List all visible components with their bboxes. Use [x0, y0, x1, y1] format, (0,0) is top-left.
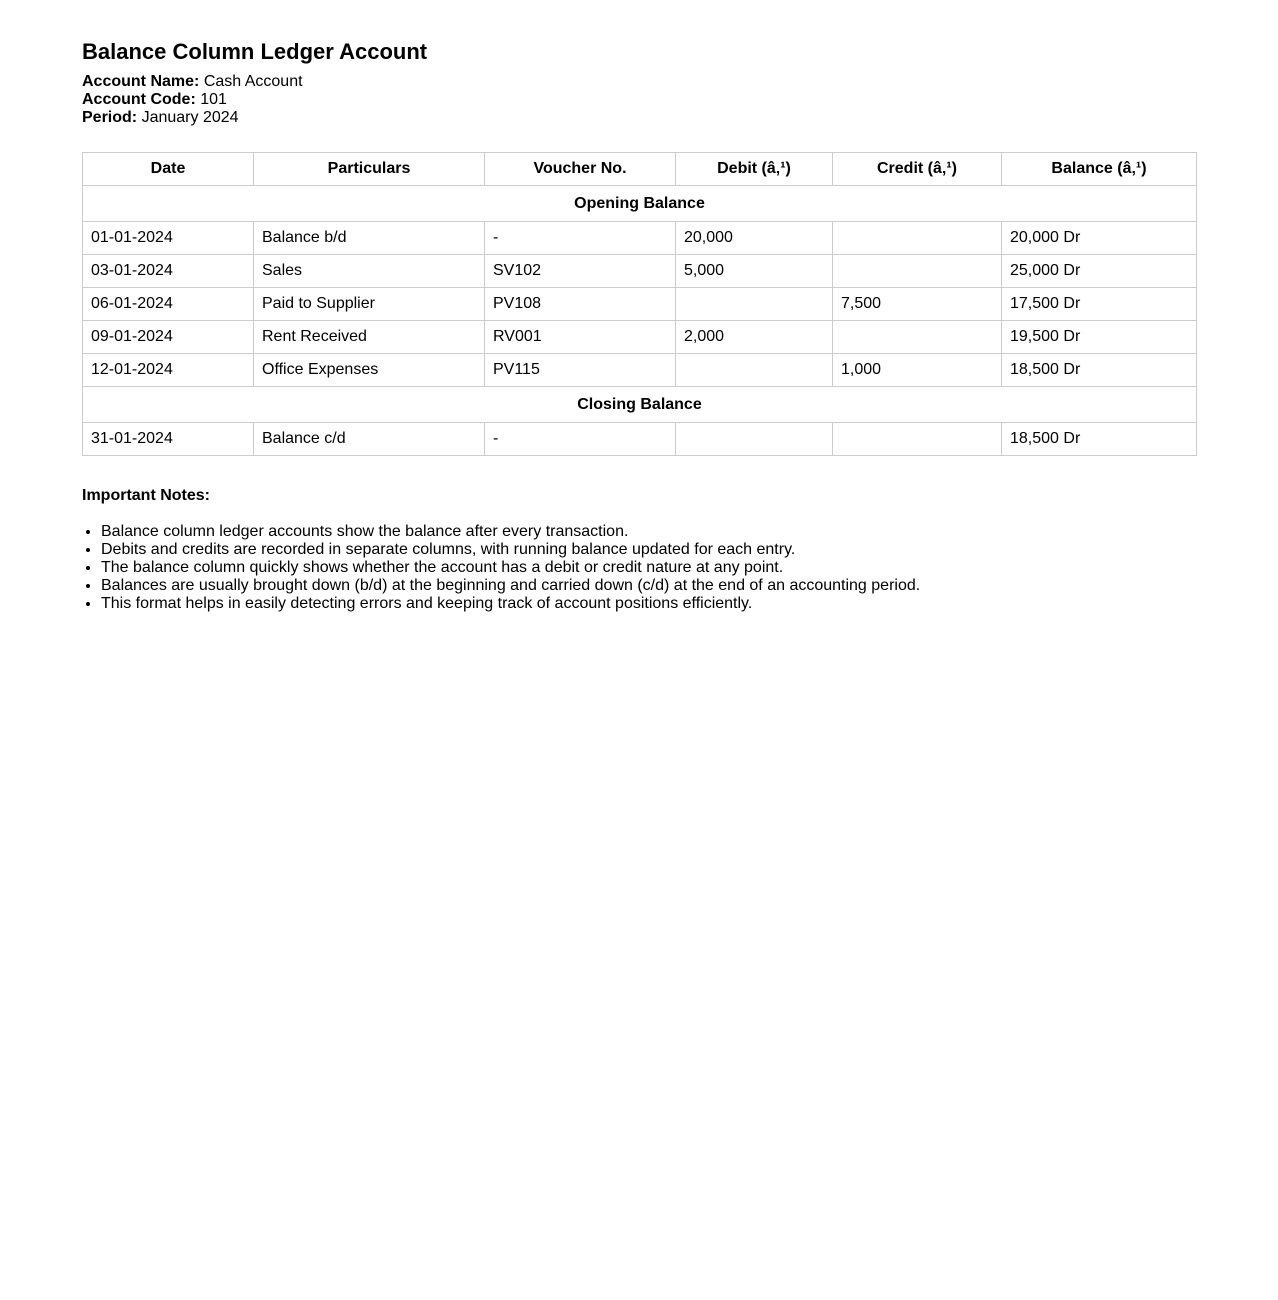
account-code-label: Account Code: [82, 91, 196, 108]
cell-balance: 25,000 Dr [1002, 255, 1197, 288]
list-item: • Balances are usually brought down (b/d) at the beginning and carried down (c/d) at the end of an accounting period. [101, 577, 920, 595]
cell-credit [833, 255, 1002, 288]
cell-debit [676, 354, 833, 387]
cell-particulars: Rent Received [254, 321, 485, 354]
opening-balance-row [83, 186, 1197, 222]
cell-particulars: Office Expenses [254, 354, 485, 387]
header-credit: Credit (â‚¹) [833, 153, 1002, 186]
cell-credit: 7,500 [833, 288, 1002, 321]
period-line [82, 109, 303, 127]
table-row [83, 255, 1197, 288]
cell-debit [676, 288, 833, 321]
account-code-line [82, 91, 303, 109]
notes-list [82, 523, 920, 613]
period-value: January 2024 [141, 109, 239, 126]
cell-credit [833, 423, 1002, 456]
cell-credit [833, 222, 1002, 255]
header-debit: Debit (â‚¹) [676, 153, 833, 186]
account-name-label: Account Name: [82, 73, 200, 90]
cell-balance: 18,500 Dr [1002, 423, 1197, 456]
cell-particulars: Balance c/d [254, 423, 485, 456]
page-title: Balance Column Ledger Account [82, 39, 428, 64]
cell-debit: 5,000 [676, 255, 833, 288]
cell-voucher: - [485, 222, 676, 255]
account-name-line [82, 73, 303, 91]
header-particulars: Particulars [254, 153, 485, 186]
table-row [83, 321, 1197, 354]
cell-credit: 1,000 [833, 354, 1002, 387]
table-header-row [83, 153, 1197, 186]
cell-voucher: SV102 [485, 255, 676, 288]
cell-balance: 19,500 Dr [1002, 321, 1197, 354]
header-voucher: Voucher No. [485, 153, 676, 186]
cell-date: 31-01-2024 [83, 423, 254, 456]
cell-date: 06-01-2024 [83, 288, 254, 321]
cell-debit: 20,000 [676, 222, 833, 255]
cell-particulars: Paid to Supplier [254, 288, 485, 321]
list-item: • This format helps in easily detecting errors and keeping track of account positions efficiently. [101, 595, 920, 613]
cell-balance: 18,500 Dr [1002, 354, 1197, 387]
cell-credit [833, 321, 1002, 354]
cell-voucher: - [485, 423, 676, 456]
header-balance: Balance (â‚¹) [1002, 153, 1197, 186]
table-row [83, 288, 1197, 321]
opening-balance-label: Opening Balance [83, 186, 1197, 222]
cell-voucher: PV115 [485, 354, 676, 387]
cell-debit [676, 423, 833, 456]
period-label: Period: [82, 109, 138, 126]
cell-date: 09-01-2024 [83, 321, 254, 354]
cell-date: 03-01-2024 [83, 255, 254, 288]
cell-date: 12-01-2024 [83, 354, 254, 387]
cell-date: 01-01-2024 [83, 222, 254, 255]
table-row [83, 222, 1197, 255]
table-row [83, 354, 1197, 387]
cell-particulars: Balance b/d [254, 222, 485, 255]
cell-voucher: RV001 [485, 321, 676, 354]
cell-balance: 20,000 Dr [1002, 222, 1197, 255]
account-details [82, 73, 303, 127]
cell-debit: 2,000 [676, 321, 833, 354]
list-item: • The balance column quickly shows whether the account has a debit or credit nature at any point. [101, 559, 920, 577]
closing-balance-label: Closing Balance [83, 387, 1197, 423]
account-code-value: 101 [200, 91, 227, 108]
header-date: Date [83, 153, 254, 186]
table-row [83, 423, 1197, 456]
cell-voucher: PV108 [485, 288, 676, 321]
notes-heading: Important Notes: [82, 487, 210, 504]
cell-particulars: Sales [254, 255, 485, 288]
closing-balance-row [83, 387, 1197, 423]
list-item: • Balance column ledger accounts show the balance after every transaction. [101, 523, 920, 541]
cell-balance: 17,500 Dr [1002, 288, 1197, 321]
account-name-value: Cash Account [203, 73, 303, 90]
list-item: • Debits and credits are recorded in separate columns, with running balance updated for each entry. [101, 541, 920, 559]
ledger-table [82, 152, 1197, 456]
